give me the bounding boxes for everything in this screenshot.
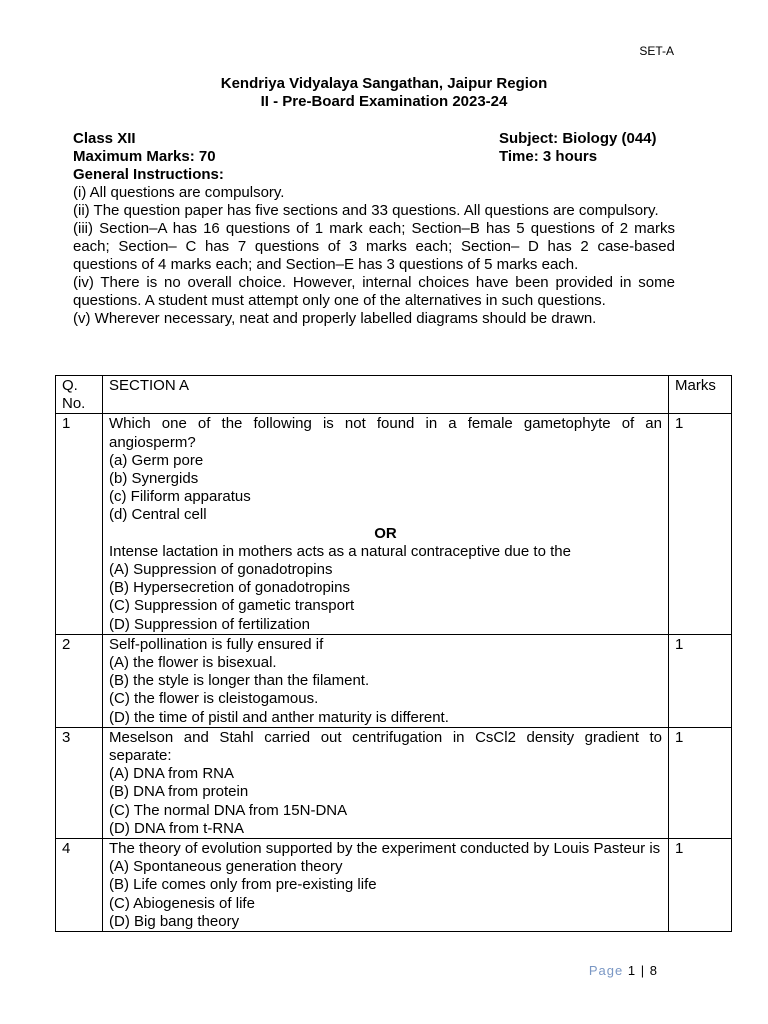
question-number: 3 xyxy=(56,727,103,838)
class-label: Class XII xyxy=(73,130,136,147)
question-marks: 1 xyxy=(669,839,732,932)
meta-row-class-subject xyxy=(73,130,675,148)
option: (A) Suppression of gonadotropins xyxy=(109,561,333,579)
question-text: The theory of evolution supported by the experiment conducted by Louis Pasteur is xyxy=(109,840,661,858)
page-total: 8 xyxy=(649,963,658,978)
header-section: SECTION A xyxy=(103,376,669,414)
question-cell xyxy=(103,414,669,634)
page-word: Page xyxy=(588,963,624,978)
table-row xyxy=(56,414,732,634)
option: (B) DNA from protein xyxy=(109,783,249,801)
question-number: 2 xyxy=(56,634,103,727)
option: (A) Spontaneous generation theory xyxy=(109,858,343,876)
table-header-row xyxy=(56,376,732,414)
instruction-item: (iv) There is no overall choice. However, internal choices have been provided in some questions. A student must attempt only one of the alternatives in such questions. xyxy=(73,274,675,309)
option: (a) Germ pore xyxy=(109,451,204,469)
option: (D) Suppression of fertilization xyxy=(109,615,310,633)
option: (D) DNA from t-RNA xyxy=(109,819,244,837)
option: (b) Synergids xyxy=(109,470,199,488)
exam-meta xyxy=(73,130,675,328)
question-cell xyxy=(103,634,669,727)
question-marks: 1 xyxy=(669,414,732,634)
option: (C) Abiogenesis of life xyxy=(109,894,255,912)
question-number: 1 xyxy=(56,414,103,634)
question-text: Meselson and Stahl carried out centrifugation in CsCl2 density gradient to separate: xyxy=(109,728,662,765)
instruction-item: (i) All questions are compulsory. xyxy=(73,184,285,201)
alt-question-text: Intense lactation in mothers acts as a natural contraceptive due to the xyxy=(109,542,571,560)
question-marks: 1 xyxy=(669,634,732,727)
time-label: Time: 3 hours xyxy=(499,148,598,165)
question-text: Which one of the following is not found in a female gametophyte of an angiosperm? xyxy=(109,415,662,451)
question-text: Self-pollination is fully ensured if xyxy=(109,635,324,653)
option: (d) Central cell xyxy=(109,506,207,524)
option: (A) the flower is bisexual. xyxy=(109,654,277,672)
question-cell xyxy=(103,727,669,838)
question-number: 4 xyxy=(56,839,103,932)
general-instructions-title: General Instructions: xyxy=(73,166,224,183)
option: (C) the flower is cleistogamous. xyxy=(109,690,319,708)
option: (B) Life comes only from pre-existing life xyxy=(109,876,377,894)
option: (C) The normal DNA from 15N-DNA xyxy=(109,801,348,819)
subject-label: Subject: Biology (044) xyxy=(499,130,657,147)
instruction-item: (ii) The question paper has five sections and 33 questions. All questions are compulsory. xyxy=(73,202,659,219)
option: (B) the style is longer than the filament. xyxy=(109,672,370,690)
question-cell xyxy=(103,839,669,932)
page-footer xyxy=(589,963,658,978)
option: (B) Hypersecretion of gonadotropins xyxy=(109,579,350,597)
header-organization: Kendriya Vidyalaya Sangathan, Jaipur Region xyxy=(220,75,548,92)
meta-row-marks-time xyxy=(73,148,675,166)
option: (C) Suppression of gametic transport xyxy=(109,597,355,615)
header-qno: Q. No. xyxy=(56,376,103,414)
or-divider: OR xyxy=(374,524,397,542)
page-separator: | xyxy=(640,963,646,978)
option: (D) Big bang theory xyxy=(109,912,240,930)
option: (A) DNA from RNA xyxy=(109,765,235,783)
max-marks-label: Maximum Marks: 70 xyxy=(73,148,216,165)
option: (c) Filiform apparatus xyxy=(109,488,251,506)
table-row xyxy=(56,839,732,932)
exam-header xyxy=(0,75,768,111)
question-table xyxy=(55,375,732,932)
header-marks: Marks xyxy=(669,376,732,414)
set-label: SET-A xyxy=(639,44,674,58)
header-exam-title: II - Pre-Board Examination 2023-24 xyxy=(260,93,508,110)
instruction-item: (iii) Section–A has 16 questions of 1 mark each; Section–B has 5 questions of 2 marks each; Section– C has 7 questions of 3 marks each; Section– D has 2 case-based questions of 4 marks each; and Section–E has 3 questions of 5 marks each. xyxy=(73,220,675,273)
table-row xyxy=(56,634,732,727)
instruction-item: (v) Wherever necessary, neat and properly labelled diagrams should be drawn. xyxy=(73,310,597,327)
question-marks: 1 xyxy=(669,727,732,838)
page-number: 1 xyxy=(627,963,637,978)
option: (D) the time of pistil and anther maturity is different. xyxy=(109,708,449,726)
table-row xyxy=(56,727,732,838)
